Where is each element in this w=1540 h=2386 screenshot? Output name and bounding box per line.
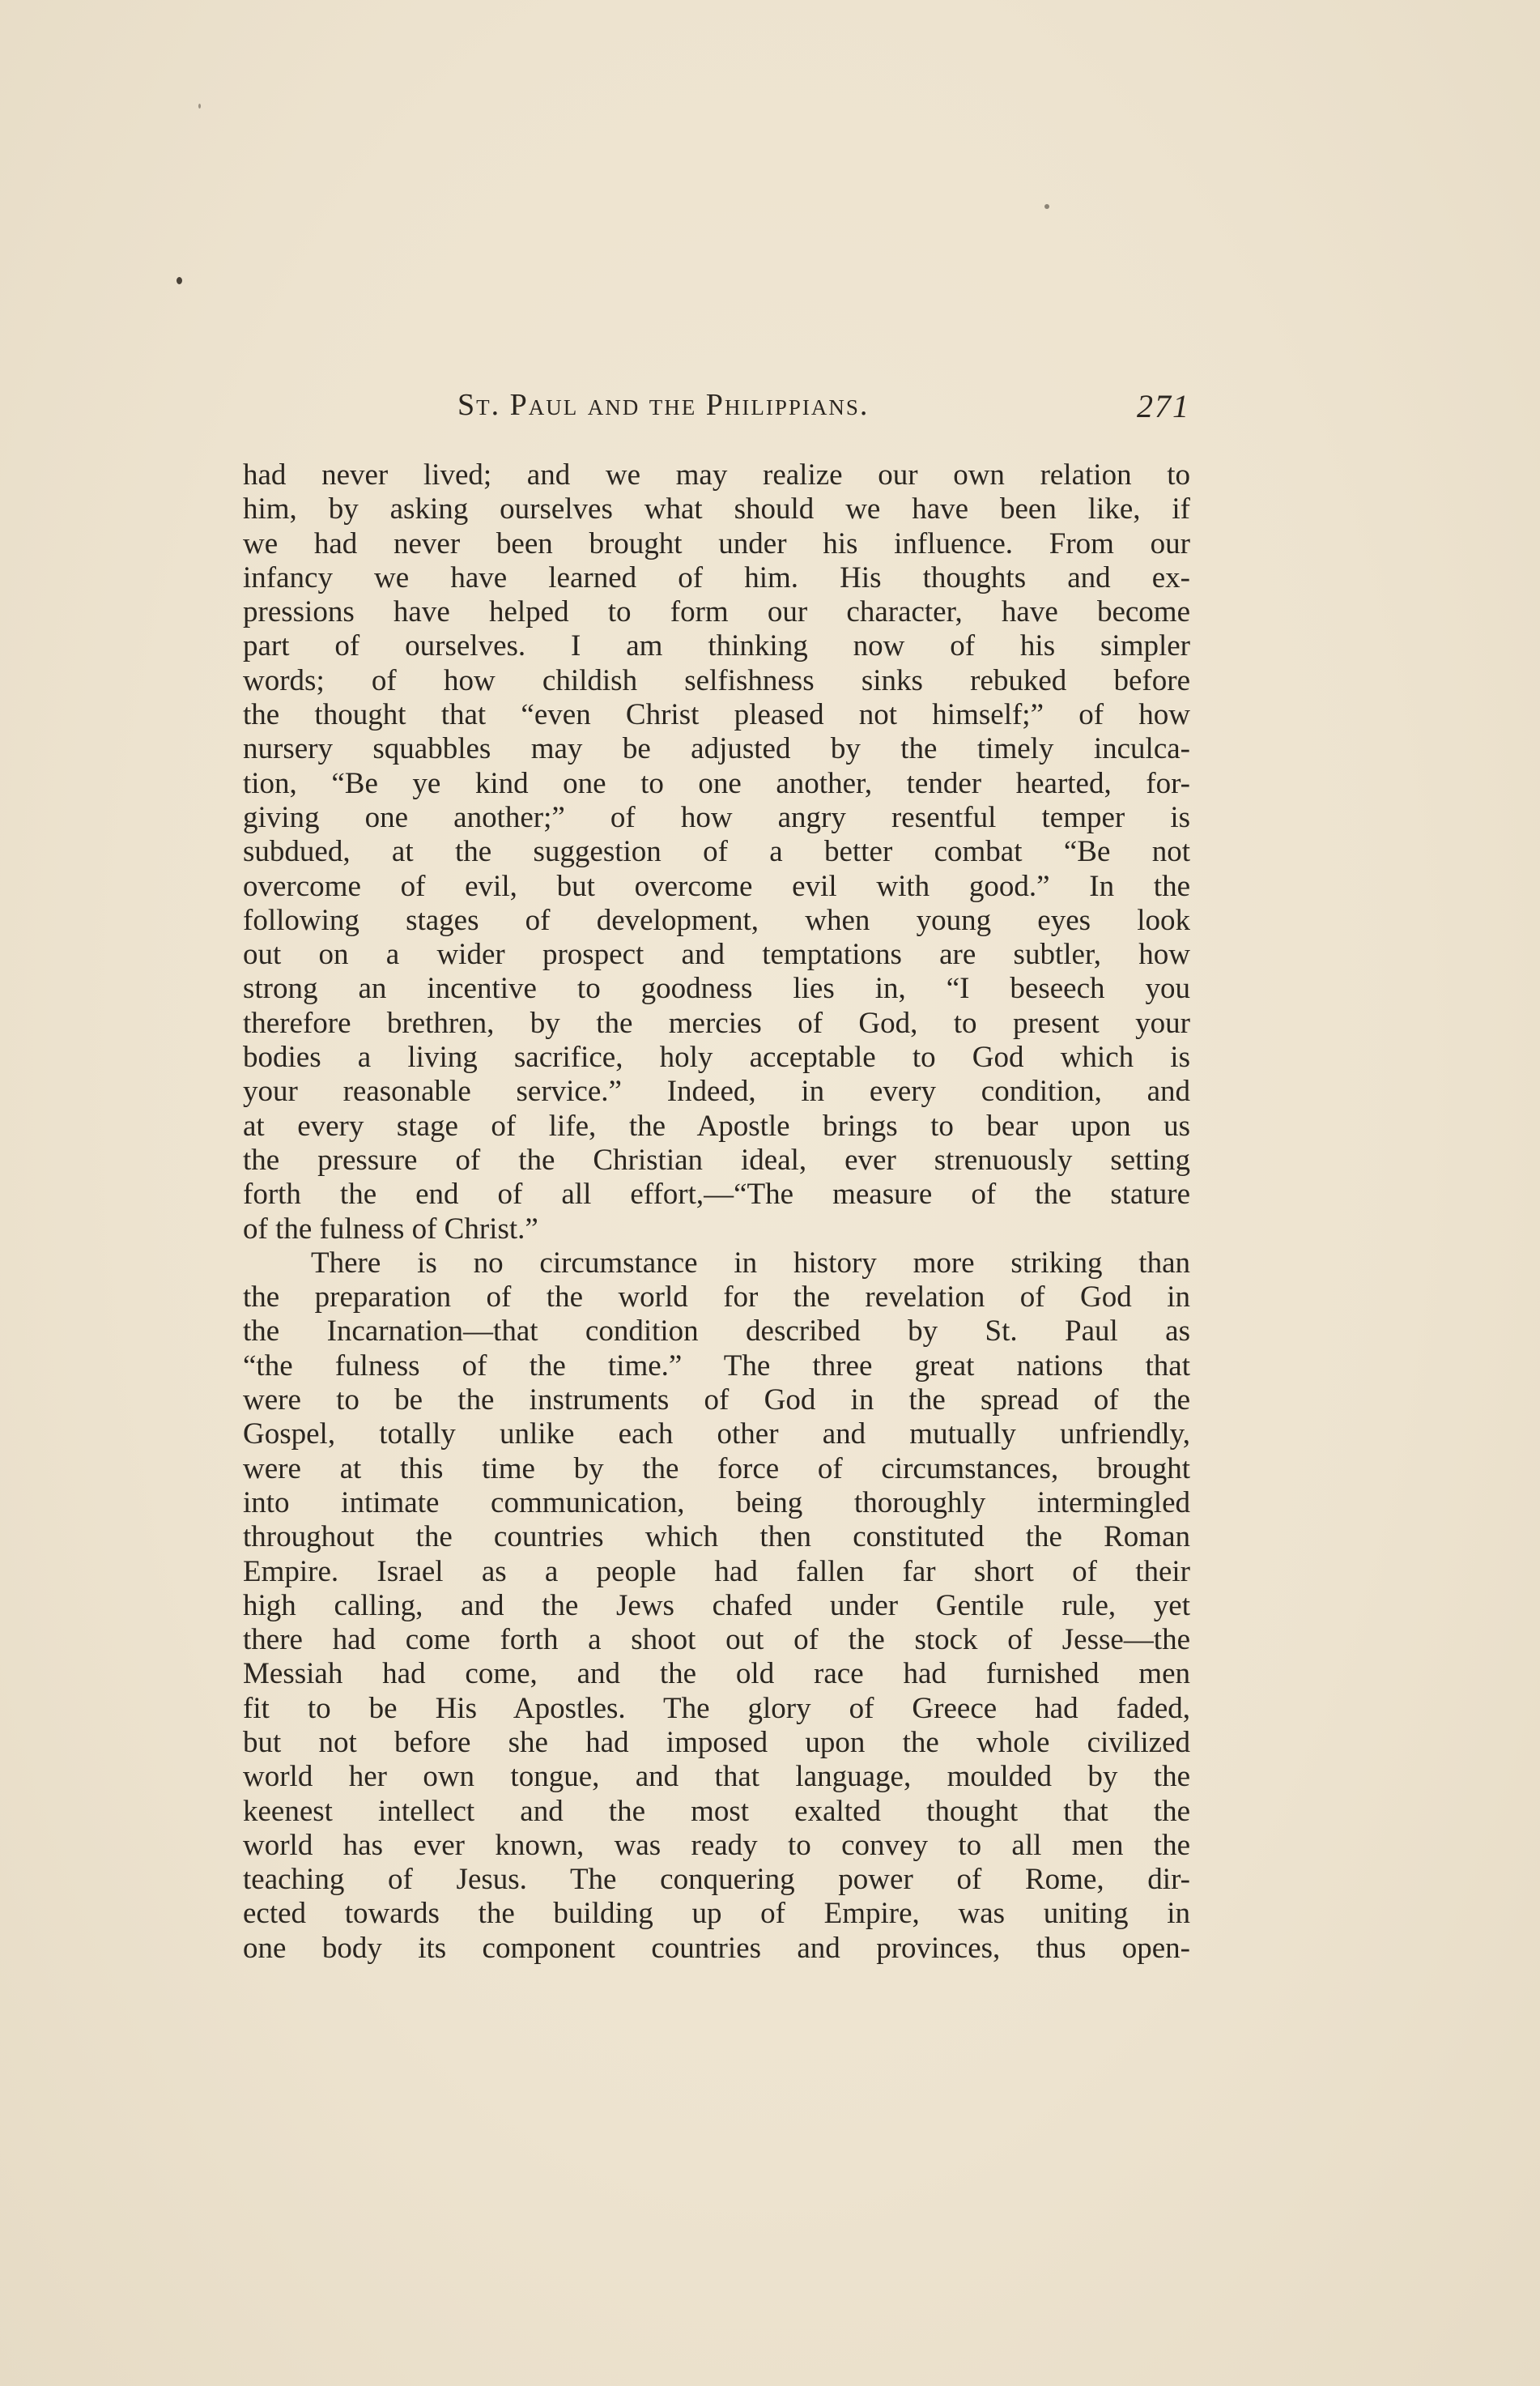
text-line: infancy we have learned of him. His thoughts and ex-: [243, 560, 1190, 594]
text-line: tion, “Be ye kind one to one another, tender hearted, for-: [243, 766, 1190, 800]
text-line: world her own tongue, and that language, moulded by the: [243, 1760, 1190, 1794]
text-line: bodies a living sacrifice, holy acceptable to God which is: [243, 1041, 1190, 1075]
text-line: him, by asking ourselves what should we have been like, if: [243, 492, 1190, 526]
text-line: into intimate communication, being thoroughly intermingled: [243, 1485, 1190, 1519]
paper-speck: [198, 104, 201, 109]
text-line: words; of how childish selfishness sinks rebuked before: [243, 663, 1190, 697]
page-number: 271: [1137, 388, 1190, 424]
text-line: Messiah had come, and the old race had furnished men: [243, 1657, 1190, 1691]
text-line: were at this time by the force of circumstances, brought: [243, 1451, 1190, 1485]
paper-speck: [1044, 204, 1049, 209]
body-text: [243, 458, 1190, 1966]
text-line: we had never been brought under his influence. From our: [243, 526, 1190, 560]
text-line: teaching of Jesus. The conquering power of Rome, dir-: [243, 1863, 1190, 1897]
text-line: pressions have helped to form our character, have become: [243, 595, 1190, 629]
text-line: overcome of evil, but overcome evil with good.” In the: [243, 869, 1190, 903]
text-line: world has ever known, was ready to convey to all men the: [243, 1828, 1190, 1862]
text-line: out on a wider prospect and temptations are subtler, how: [243, 938, 1190, 972]
text-line: the preparation of the world for the revelation of God in: [243, 1280, 1190, 1314]
text-line: keenest intellect and the most exalted thought that the: [243, 1794, 1190, 1828]
text-line: there had come forth a shoot out of the stock of Jesse—the: [243, 1623, 1190, 1657]
text-line: the thought that “even Christ pleased not himself;” of how: [243, 698, 1190, 732]
text-line: high calling, and the Jews chafed under Gentile rule, yet: [243, 1588, 1190, 1622]
text-line: therefore brethren, by the mercies of God, to present your: [243, 1006, 1190, 1040]
text-line: but not before she had imposed upon the whole civilized: [243, 1725, 1190, 1759]
running-title: St. Paul and the Philippians.: [457, 388, 870, 422]
text-line: giving one another;” of how angry resentful temper is: [243, 800, 1190, 834]
text-line: forth the end of all effort,—“The measure of the stature: [243, 1178, 1190, 1212]
text-line: nursery squabbles may be adjusted by the timely inculca-: [243, 732, 1190, 766]
text-line: following stages of development, when young eyes look: [243, 903, 1190, 937]
text-line: one body its component countries and provinces, thus open-: [243, 1931, 1190, 1965]
text-line: Gospel, totally unlike each other and mutually unfriendly,: [243, 1417, 1190, 1451]
text-line: fit to be His Apostles. The glory of Greece had faded,: [243, 1691, 1190, 1725]
paper-speck: [177, 277, 182, 284]
text-line: Empire. Israel as a people had fallen far short of their: [243, 1554, 1190, 1588]
text-line: “the fulness of the time.” The three great nations that: [243, 1349, 1190, 1383]
running-head: [243, 387, 1190, 428]
text-line: your reasonable service.” Indeed, in every condition, and: [243, 1075, 1190, 1109]
text-line: ected towards the building up of Empire, was uniting in: [243, 1897, 1190, 1931]
text-line: the Incarnation—that condition described by St. Paul as: [243, 1314, 1190, 1349]
text-line: subdued, at the suggestion of a better combat “Be not: [243, 835, 1190, 869]
text-line: throughout the countries which then constituted the Roman: [243, 1520, 1190, 1554]
text-line: at every stage of life, the Apostle brings to bear upon us: [243, 1109, 1190, 1143]
text-line: strong an incentive to goodness lies in, “I beseech you: [243, 972, 1190, 1006]
text-line: were to be the instruments of God in the spread of the: [243, 1383, 1190, 1417]
text-line: had never lived; and we may realize our own relation to: [243, 458, 1190, 492]
text-line: part of ourselves. I am thinking now of his simpler: [243, 629, 1190, 663]
paragraph-start-line: There is no circumstance in history more striking than: [311, 1246, 1190, 1280]
paragraph-end-line: of the fulness of Christ.”: [243, 1212, 538, 1246]
text-line: the pressure of the Christian ideal, ever strenuously setting: [243, 1143, 1190, 1177]
